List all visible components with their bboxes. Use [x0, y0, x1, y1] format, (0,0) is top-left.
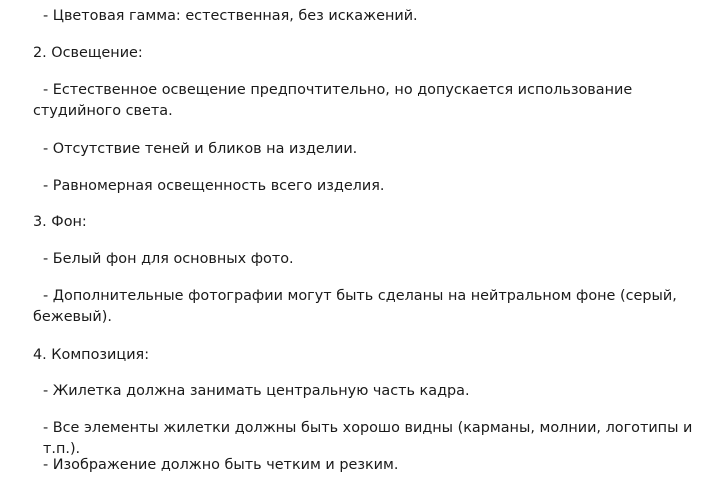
- bullet-no-shadows: - Отсутствие теней и бликов на изделии.: [43, 141, 358, 157]
- bullet-sharp-image: - Изображение должно быть четким и резким.: [43, 457, 399, 473]
- bullet-natural-lighting: - Естественное освещение предпочтительно, но допускается использование студийного света.: [33, 82, 633, 119]
- section-heading-composition: 4. Композиция:: [33, 347, 150, 363]
- bullet-neutral-background: - Дополнительные фотографии могут быть сделаны на нейтральном фоне (серый, бежевый).: [33, 288, 677, 325]
- bullet-color-range: - Цветовая гамма: естественная, без искажений.: [43, 8, 418, 24]
- bullet-white-background: - Белый фон для основных фото.: [43, 251, 294, 267]
- bullet-elements-visible: - Все элементы жилетки должны быть хорошо видны (карманы, молнии, логотипы и т.п.).: [43, 420, 693, 457]
- section-heading-lighting: 2. Освещение:: [33, 45, 143, 61]
- section-heading-background: 3. Фон:: [33, 214, 87, 230]
- bullet-uniform-lighting: - Равномерная освещенность всего изделия.: [43, 178, 385, 194]
- bullet-center-frame: - Жилетка должна занимать центральную часть кадра.: [43, 383, 470, 399]
